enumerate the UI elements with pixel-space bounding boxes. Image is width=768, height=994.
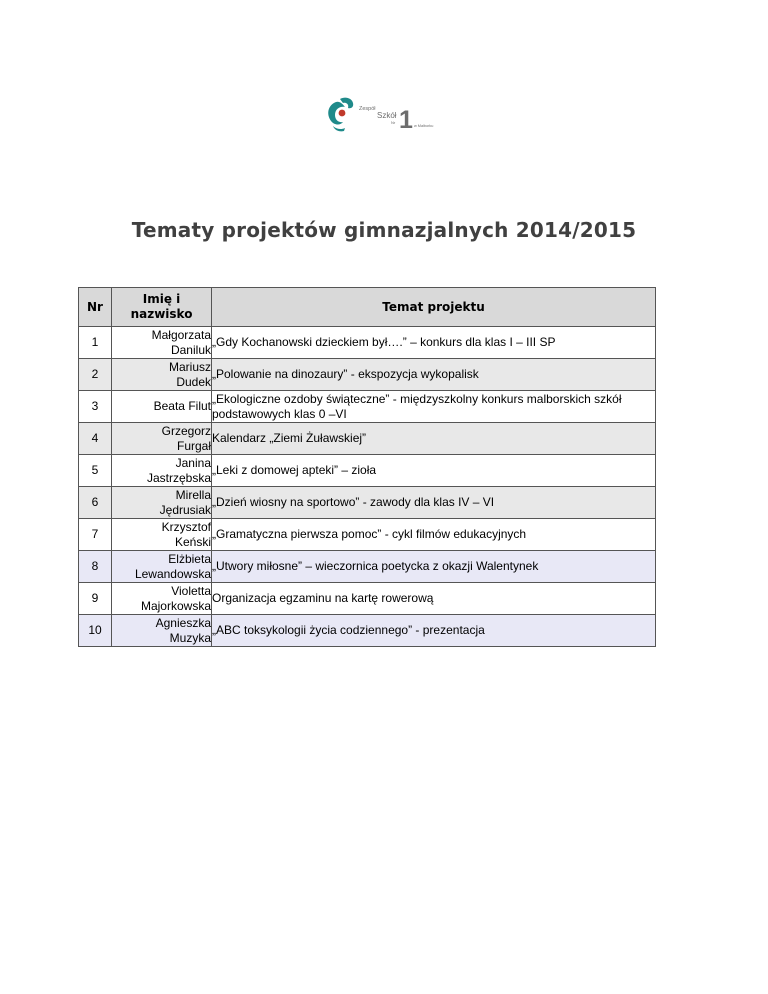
row-nr: 9 — [79, 583, 112, 615]
logo-line3: Nr — [391, 120, 396, 125]
first-name: Małgorzata — [151, 327, 211, 342]
row-nr: 10 — [79, 615, 112, 647]
last-name: Keński — [174, 534, 211, 549]
last-name: Lewandowska — [134, 566, 211, 581]
last-name: Furgał — [176, 438, 211, 453]
first-name: Elżbieta — [168, 551, 211, 566]
row-name — [112, 359, 212, 391]
row-nr: 7 — [79, 519, 112, 551]
logo-line4: w Malborku — [414, 124, 434, 128]
table-row — [79, 327, 656, 359]
logo-line1: Zespół — [359, 106, 376, 112]
row-topic: „Ekologiczne ozdoby świąteczne” - międzyszkolny konkurs malborskich szkół podstawowych klas 0 –VI — [212, 391, 656, 423]
table-row — [79, 615, 656, 647]
first-name: Janina — [175, 455, 211, 470]
row-topic: „Polowanie na dinozaury” - ekspozycja wykopalisk — [212, 359, 656, 391]
row-nr: 1 — [79, 327, 112, 359]
row-nr: 8 — [79, 551, 112, 583]
table-row — [79, 391, 656, 423]
logo-line2: Szkół — [377, 111, 397, 120]
first-name: Krzysztof — [161, 519, 211, 534]
header-name: Imię i nazwisko — [112, 288, 212, 327]
row-topic: Organizacja egzaminu na kartę rowerową — [212, 583, 656, 615]
row-topic: „Gramatyczna pierwsza pomoc” - cykl filmów edukacyjnych — [212, 519, 656, 551]
last-name: Jastrzębska — [146, 470, 211, 485]
row-name — [112, 615, 212, 647]
row-name — [112, 519, 212, 551]
table-row — [79, 551, 656, 583]
page-title: Tematy projektów gimnazjalnych 2014/2015 — [131, 218, 637, 242]
table-row — [79, 487, 656, 519]
first-name: Agnieszka — [155, 615, 211, 630]
table-row — [79, 423, 656, 455]
row-name — [112, 327, 212, 359]
row-topic: „Dzień wiosny na sportowo” - zawody dla klas IV – VI — [212, 487, 656, 519]
last-name: Daniluk — [170, 342, 211, 357]
row-name — [112, 487, 212, 519]
row-nr: 6 — [79, 487, 112, 519]
row-name — [112, 455, 212, 487]
table-row — [79, 359, 656, 391]
table-header-row — [79, 288, 656, 327]
row-topic: „Gdy Kochanowski dzieckiem był….” – konkurs dla klas I – III SP — [212, 327, 656, 359]
row-name — [112, 583, 212, 615]
row-nr: 3 — [79, 391, 112, 423]
row-name — [112, 391, 212, 423]
row-topic: Kalendarz „Ziemi Żuławskiej” — [212, 423, 656, 455]
last-name: Filut — [188, 399, 211, 413]
table-row — [79, 583, 656, 615]
row-name — [112, 423, 212, 455]
school-logo-mark — [326, 96, 456, 134]
header-topic: Temat projektu — [212, 288, 656, 327]
table-row — [79, 455, 656, 487]
row-topic: „ABC toksykologii życia codziennego” - prezentacja — [212, 615, 656, 647]
last-name: Majorkowska — [140, 598, 211, 613]
school-logo — [326, 96, 456, 134]
last-name: Jędrusiak — [159, 502, 211, 517]
row-topic: „Leki z domowej apteki” – zioła — [212, 455, 656, 487]
row-nr: 2 — [79, 359, 112, 391]
header-nr: Nr — [79, 288, 112, 327]
row-topic: „Utwory miłosne” – wieczornica poetycka z okazji Walentynek — [212, 551, 656, 583]
row-name — [112, 551, 212, 583]
logo-number: 1 — [399, 106, 413, 134]
table-row — [79, 519, 656, 551]
projects-table — [78, 287, 656, 647]
first-name: Mirella — [175, 487, 211, 502]
row-nr: 5 — [79, 455, 112, 487]
first-name: Grzegorz — [161, 423, 211, 438]
first-name: Beata — [153, 399, 185, 413]
first-name: Violetta — [171, 583, 211, 598]
last-name: Muzyka — [169, 630, 211, 645]
last-name: Dudek — [176, 374, 211, 389]
first-name: Mariusz — [168, 359, 211, 374]
row-nr: 4 — [79, 423, 112, 455]
